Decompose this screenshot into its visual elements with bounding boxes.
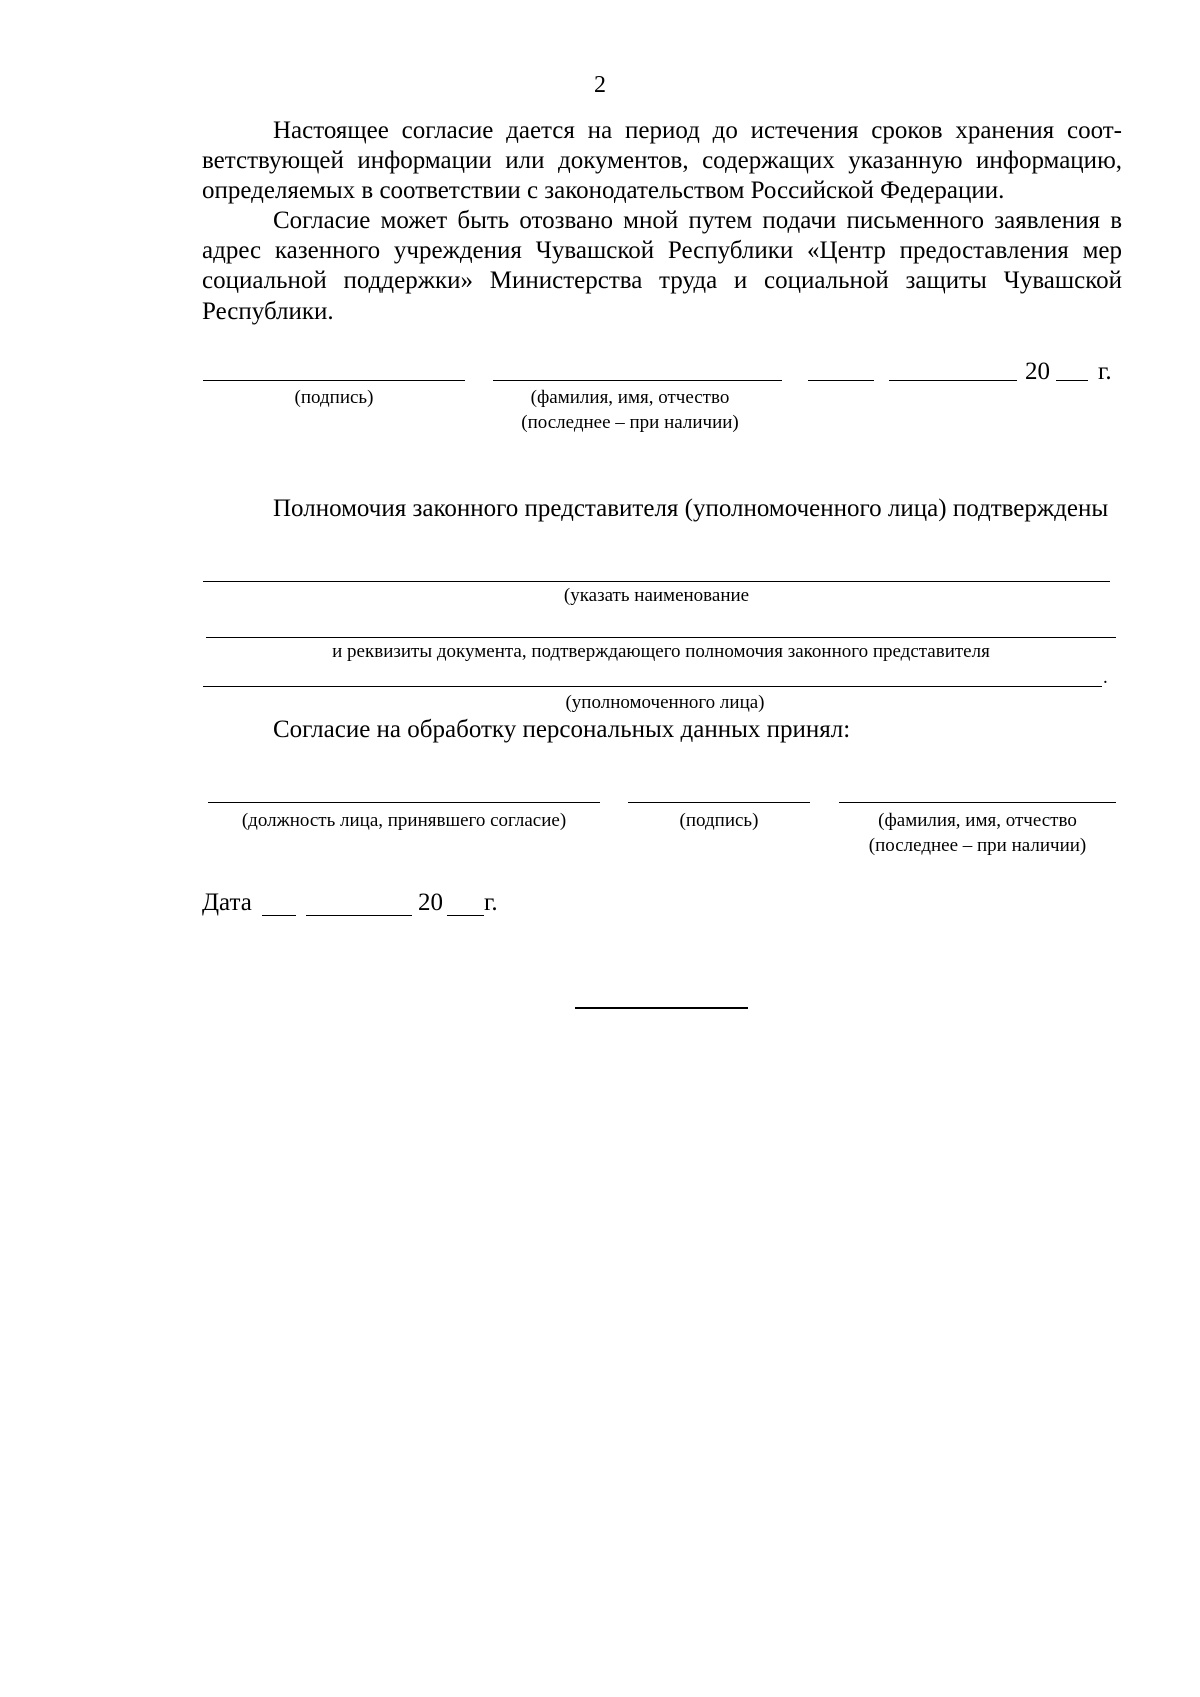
consent-revocation-paragraph: Согласие может быть отозвано мной путем подачи письменного заявления в адрес казенного учреждения Чувашской Республики «Центр предоставления мер социальной поддержки» Министерства труда и социальной защиты Чувашской Республики. (202, 207, 1122, 325)
document-details-caption: и реквизиты документа, подтверждающего полномочия законного представителя (332, 641, 990, 662)
document-name-line[interactable] (203, 581, 1110, 582)
year-prefix: 20 (1025, 358, 1050, 385)
year-suffix: г. (1098, 358, 1112, 385)
accepter-name-caption-note: (последнее – при наличии) (868, 835, 1087, 856)
month-line[interactable] (889, 380, 1017, 381)
document-details-line[interactable] (206, 637, 1116, 638)
authorized-person-caption: (уполномоченного лица) (565, 692, 765, 713)
day-line[interactable] (808, 380, 874, 381)
date-year-line[interactable] (447, 915, 484, 916)
date-label: Дата (202, 889, 252, 916)
accepter-signature-caption: (подпись) (679, 810, 759, 831)
consent-period-paragraph: Настоящее согласие дается на период до истечения сроков хранения соответствующей информации или документов, содержащих указанную информацию, определяемых в соответствии с законодательством Российской Федерации. (202, 117, 1122, 205)
signature-line[interactable] (203, 380, 465, 381)
accepter-signature-line[interactable] (628, 802, 810, 803)
accepter-name-caption: (фамилия, имя, отчество (878, 810, 1077, 831)
full-name-line[interactable] (493, 380, 782, 381)
position-caption: (должность лица, принявшего согласие) (241, 810, 567, 831)
date-year-suffix: г. (484, 889, 498, 916)
representative-authority-paragraph: Полномочия законного представителя (уполномоченного лица) подтверждены (273, 495, 1109, 522)
authorized-person-line[interactable] (203, 686, 1102, 687)
document-name-caption: (указать наименование (563, 585, 750, 606)
full-name-caption-note: (последнее – при наличии) (521, 412, 739, 433)
page-number: 2 (594, 72, 606, 98)
trailing-dot: . (1103, 667, 1108, 688)
date-month-line[interactable] (306, 915, 412, 916)
date-year-prefix: 20 (418, 889, 443, 916)
end-of-document-line (575, 1007, 748, 1009)
date-day-line[interactable] (262, 915, 296, 916)
position-line[interactable] (208, 802, 600, 803)
full-name-caption: (фамилия, имя, отчество (530, 387, 730, 408)
accepted-by-heading: Согласие на обработку персональных данных принял: (273, 716, 851, 743)
signature-caption: (подпись) (294, 387, 374, 408)
year-line[interactable] (1056, 380, 1088, 381)
accepter-name-line[interactable] (839, 802, 1116, 803)
